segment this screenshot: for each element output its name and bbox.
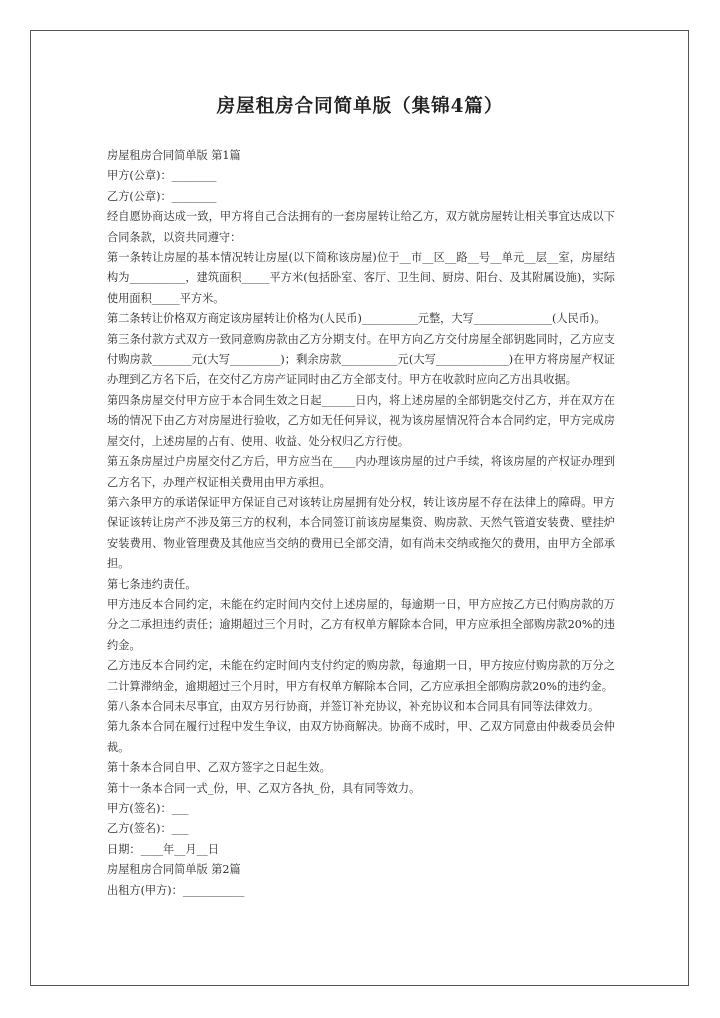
paragraph: 第六条甲方的承诺保证甲方保证自己对该转让房屋拥有处分权，转让该房屋不存在法律上的障碍。甲方保证该转让房产不涉及第三方的权利，本合同签订前该房屋集资、购房款、天然气管道安装费、壁挂炉安装费用、物业管理费及其他应当交纳的费用已全部交清，如有尚未交纳或拖欠的费用，由甲方全部承担。	[107, 495, 615, 571]
paragraph: 房屋租房合同简单版 第1篇	[107, 149, 241, 162]
document-title: 房屋租房合同简单版（集锦4篇）	[216, 96, 504, 117]
paragraph: 第七条违约责任。	[107, 577, 197, 591]
paragraph: 甲方(签名)：___	[107, 802, 189, 815]
paragraph: 乙方(公章)：________	[107, 189, 217, 203]
paragraph: 第五条房屋过户房屋交付乙方后，甲方应当在____内办理该房屋的过户手续，将该房屋的产权证办理到乙方名下，办理产权证相关费用由甲方承担。	[107, 455, 615, 489]
document-body	[107, 146, 615, 901]
paragraph: 出租方(甲方)：___________	[107, 883, 245, 897]
paragraph: 第九条本合同在履行过程中发生争议，由双方协商解决。协商不成时，甲、乙双方同意由仲裁委员会仲裁。	[107, 720, 615, 754]
paragraph: 日期：____年__月__日	[107, 842, 219, 856]
paragraph: 第二条转让价格双方商定该房屋转让价格为(人民币)__________元整，大写______________(人民币)。	[107, 312, 606, 326]
paragraph: 甲方违反本合同约定，未能在约定时间内交付上述房屋的，每逾期一日，甲方应按乙方已付购房款的万分之二承担违约责任；逾期超过三个月时，乙方有权单方解除本合同，甲方应承担全部购房款20%的违约金。	[107, 597, 615, 652]
paragraph: 乙方违反本合同约定，未能在约定时间内支付约定的购房款，每逾期一日，甲方按应付购房款的万分之二计算滞纳金，逾期超过三个月时，甲方有权单方解除本合同，乙方应承担全部购房款20%的违约金。	[107, 659, 615, 693]
paragraph: 甲方(公章)：________	[107, 169, 217, 183]
paragraph: 第一条转让房屋的基本情况转让房屋(以下简称该房屋)位于__市__区__路__号__单元__层__室，房屋结构为__________，建筑面积_____平方米(包括卧室、客厅、卫生间、厨房、阳台、及其附属设施)，实际使用面积_____平方米。	[107, 251, 615, 305]
paragraph: 第十条本合同自甲、乙双方签字之日起生效。	[107, 761, 331, 775]
paragraph: 第八条本合同未尽事宜，由双方另行协商，并签订补充协议，补充协议和本合同具有同等法律效力。	[107, 699, 600, 713]
paragraph: 经自愿协商达成一致，甲方将自己合法拥有的一套房屋转让给乙方，双方就房屋转让相关事宜达成以下合同条款，以资共同遵守：	[107, 210, 615, 244]
paragraph: 第十一条本合同一式_份，甲、乙双方各执_份，具有同等效力。	[107, 781, 421, 795]
paragraph: 第三条付款方式双方一致同意购房款由乙方分期支付。在甲方向乙方交付房屋全部钥匙同时，乙方应支付购房款_______元(大写_________)；剩余房款__________元(大写_____________)在甲方将房屋产权证办理到乙方名下后，在交付乙方房产证同时由乙方全部支付。甲方在收款时应向乙方出具收据。	[107, 332, 615, 387]
paragraph: 第四条房屋交付甲方应于本合同生效之日起______日内，将上述房屋的全部钥匙交付乙方，并在双方在场的情况下由乙方对房屋进行验收，乙方如无任何异议，视为该房屋情况符合本合同约定，甲方完成房屋交付，上述房屋的占有、使用、收益、处分权归乙方行使。	[107, 393, 615, 448]
paragraph: 乙方(签名)：___	[107, 822, 189, 836]
paragraph: 房屋租房合同简单版 第2篇	[107, 863, 241, 877]
